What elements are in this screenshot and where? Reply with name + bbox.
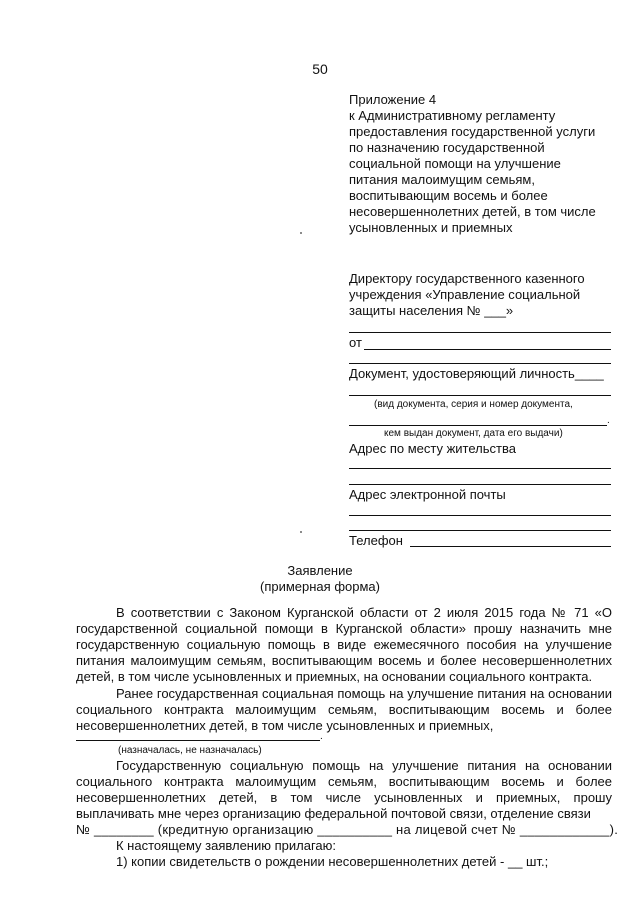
from-label: от	[349, 335, 362, 350]
document-title: Заявление	[287, 563, 353, 578]
scan-speck	[300, 531, 302, 533]
appendix-line: социальной помощи на улучшение	[349, 156, 561, 171]
addressee-line: Директору государственного казенного	[349, 271, 585, 286]
addressee-line: защиты населения № ___»	[349, 303, 514, 318]
document-end: .	[607, 415, 610, 426]
appendix-line: воспитывающим восемь и более	[349, 188, 548, 203]
document-input-line[interactable]	[349, 395, 611, 396]
from-input-line[interactable]	[364, 349, 611, 350]
document-hint: (вид документа, серия и номер документа,	[374, 399, 573, 410]
appendix-line: по назначению государственной	[349, 140, 545, 155]
phone-label: Телефон	[349, 533, 403, 548]
blank-line[interactable]	[349, 363, 611, 364]
appendix-line: питания малоимущим семьям,	[349, 172, 535, 187]
blank-line[interactable]	[349, 332, 611, 333]
attachment-item-1: 1) копии свидетельств о рождении несовершеннолетних детей - __ шт.;	[116, 854, 549, 869]
issued-hint: кем выдан документ, дата его выдачи)	[384, 428, 563, 439]
page-number: 50	[312, 61, 328, 77]
address-label: Адрес по месту жительства	[349, 441, 516, 456]
address-input-line[interactable]	[349, 468, 611, 469]
appendix-line: усыновленных и приемных	[349, 220, 513, 235]
body-paragraph-1: В соответствии с Законом Курганской области от 2 июля 2015 года № 71 «О государственной социальной помощи в Курганской области» прошу назначить мне государственную социальную помощь в виде ежемесячного пособия на улучшение питания малоимущим семьям, воспитывающим восемь и более несовершеннолетних детей, в том числе усыновленных и приемных, на основании социального контракта.	[76, 605, 612, 684]
address-input-line-2[interactable]	[349, 484, 611, 485]
addressee-block	[349, 271, 614, 319]
email-input-line-2[interactable]	[349, 530, 611, 531]
addressee-line: учреждения «Управление социальной	[349, 287, 581, 302]
appendix-line: несовершеннолетних детей, в том числе	[349, 204, 596, 219]
appendix-line: Приложение 4	[349, 92, 437, 107]
attachments-intro: К настоящему заявлению прилагаю:	[116, 838, 336, 853]
scan-speck	[300, 232, 302, 234]
email-label: Адрес электронной почты	[349, 487, 506, 502]
appendix-line: предоставления государственной услуги	[349, 124, 596, 139]
phone-input-line[interactable]	[410, 546, 611, 547]
appendix-line: к Административному регламенту	[349, 108, 556, 123]
document-label: Документ, удостоверяющий личность____	[349, 366, 604, 381]
history-input-line[interactable]	[76, 740, 320, 741]
history-end: .	[320, 731, 323, 742]
payment-details-line: № ________ (кредитную организацию __________ на лицевой счет № ____________).	[76, 822, 619, 837]
body-paragraph-3: Государственную социальную помощь на улучшение питания на основании социального контракта малоимущим семьям, воспитывающим восемь и более несовершеннолетних детей, в том числе усыновленных и приемных, прошу выплачивать мне через организацию федеральной почтовой связи, отделение связи	[76, 758, 612, 821]
body-paragraph-2: Ранее государственная социальная помощь на улучшение питания на основании социального контракта малоимущим семьям, воспитывающим восемь и более несовершеннолетних детей, в том числе усыновленных и приемных,	[76, 686, 612, 733]
email-input-line[interactable]	[349, 515, 611, 516]
history-hint: (назначалась, не назначалась)	[118, 745, 262, 756]
document-input-line-2[interactable]	[349, 425, 607, 426]
document-subtitle: (примерная форма)	[260, 579, 380, 594]
appendix-block	[349, 92, 629, 236]
